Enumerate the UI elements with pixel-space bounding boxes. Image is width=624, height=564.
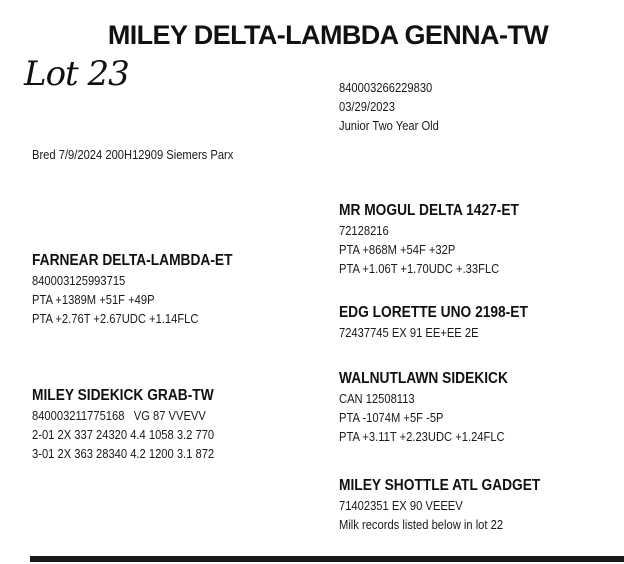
page-title: MILEY DELTA-LAMBDA GENNA-TW xyxy=(107,20,549,50)
dam-sire-id: CAN 12508113 xyxy=(339,391,415,406)
dam-dam-block xyxy=(339,476,573,534)
dam-record-1: 2-01 2X 337 24320 4.4 1058 3.2 770 xyxy=(32,427,215,442)
sire-sire-id: 72128216 xyxy=(339,223,389,238)
bottom-divider xyxy=(30,556,624,562)
sire-dam-block xyxy=(339,303,559,342)
dam-dam-name: MILEY SHOTTLE ATL GADGET xyxy=(339,477,541,494)
animal-class: Junior Two Year Old xyxy=(339,118,439,133)
sire-dam-name: EDG LORETTE UNO 2198-ET xyxy=(339,304,528,321)
sire-sire-pta-production: PTA +868M +54F +32P xyxy=(339,242,456,257)
sire-dam-id: 72437745 EX 91 EE+EE 2E xyxy=(339,325,479,340)
animal-birth-date: 03/29/2023 xyxy=(339,99,395,114)
dam-record-2: 3-01 2X 363 28340 4.2 1200 3.1 872 xyxy=(32,446,215,461)
dam-id: 840003211775168 VG 87 VVEVV xyxy=(32,408,206,423)
sire-sire-block xyxy=(339,201,548,278)
dam-dam-id: 71402351 EX 90 VEEEV xyxy=(339,498,463,513)
sire-sire-pta-type: PTA +1.06T +1.70UDC +.33FLC xyxy=(339,261,500,276)
lot-number: Lot 23 xyxy=(24,54,129,94)
bred-info: Bred 7/9/2024 200H12909 Siemers Parx xyxy=(32,147,234,162)
dam-dam-note: Milk records listed below in lot 22 xyxy=(339,517,504,532)
sire-sire-name: MR MOGUL DELTA 1427-ET xyxy=(339,202,519,219)
dam-sire-pta-production: PTA -1074M +5F -5P xyxy=(339,410,444,425)
dam-name: MILEY SIDEKICK GRAB-TW xyxy=(32,387,214,404)
sire-pta-type: PTA +2.76T +2.67UDC +1.14FLC xyxy=(32,311,199,326)
dam-sire-name: WALNUTLAWN SIDEKICK xyxy=(339,370,508,387)
sire-pta-production: PTA +1389M +51F +49P xyxy=(32,292,155,307)
dam-sire-block xyxy=(339,369,535,446)
sire-id: 840003125993715 xyxy=(32,273,126,288)
animal-info xyxy=(339,78,455,135)
sire-name: FARNEAR DELTA-LAMBDA-ET xyxy=(32,252,233,269)
dam-sire-pta-type: PTA +3.11T +2.23UDC +1.24FLC xyxy=(339,429,505,444)
animal-id: 840003266229830 xyxy=(339,80,433,95)
dam-block xyxy=(32,386,244,463)
sire-block xyxy=(32,251,265,328)
